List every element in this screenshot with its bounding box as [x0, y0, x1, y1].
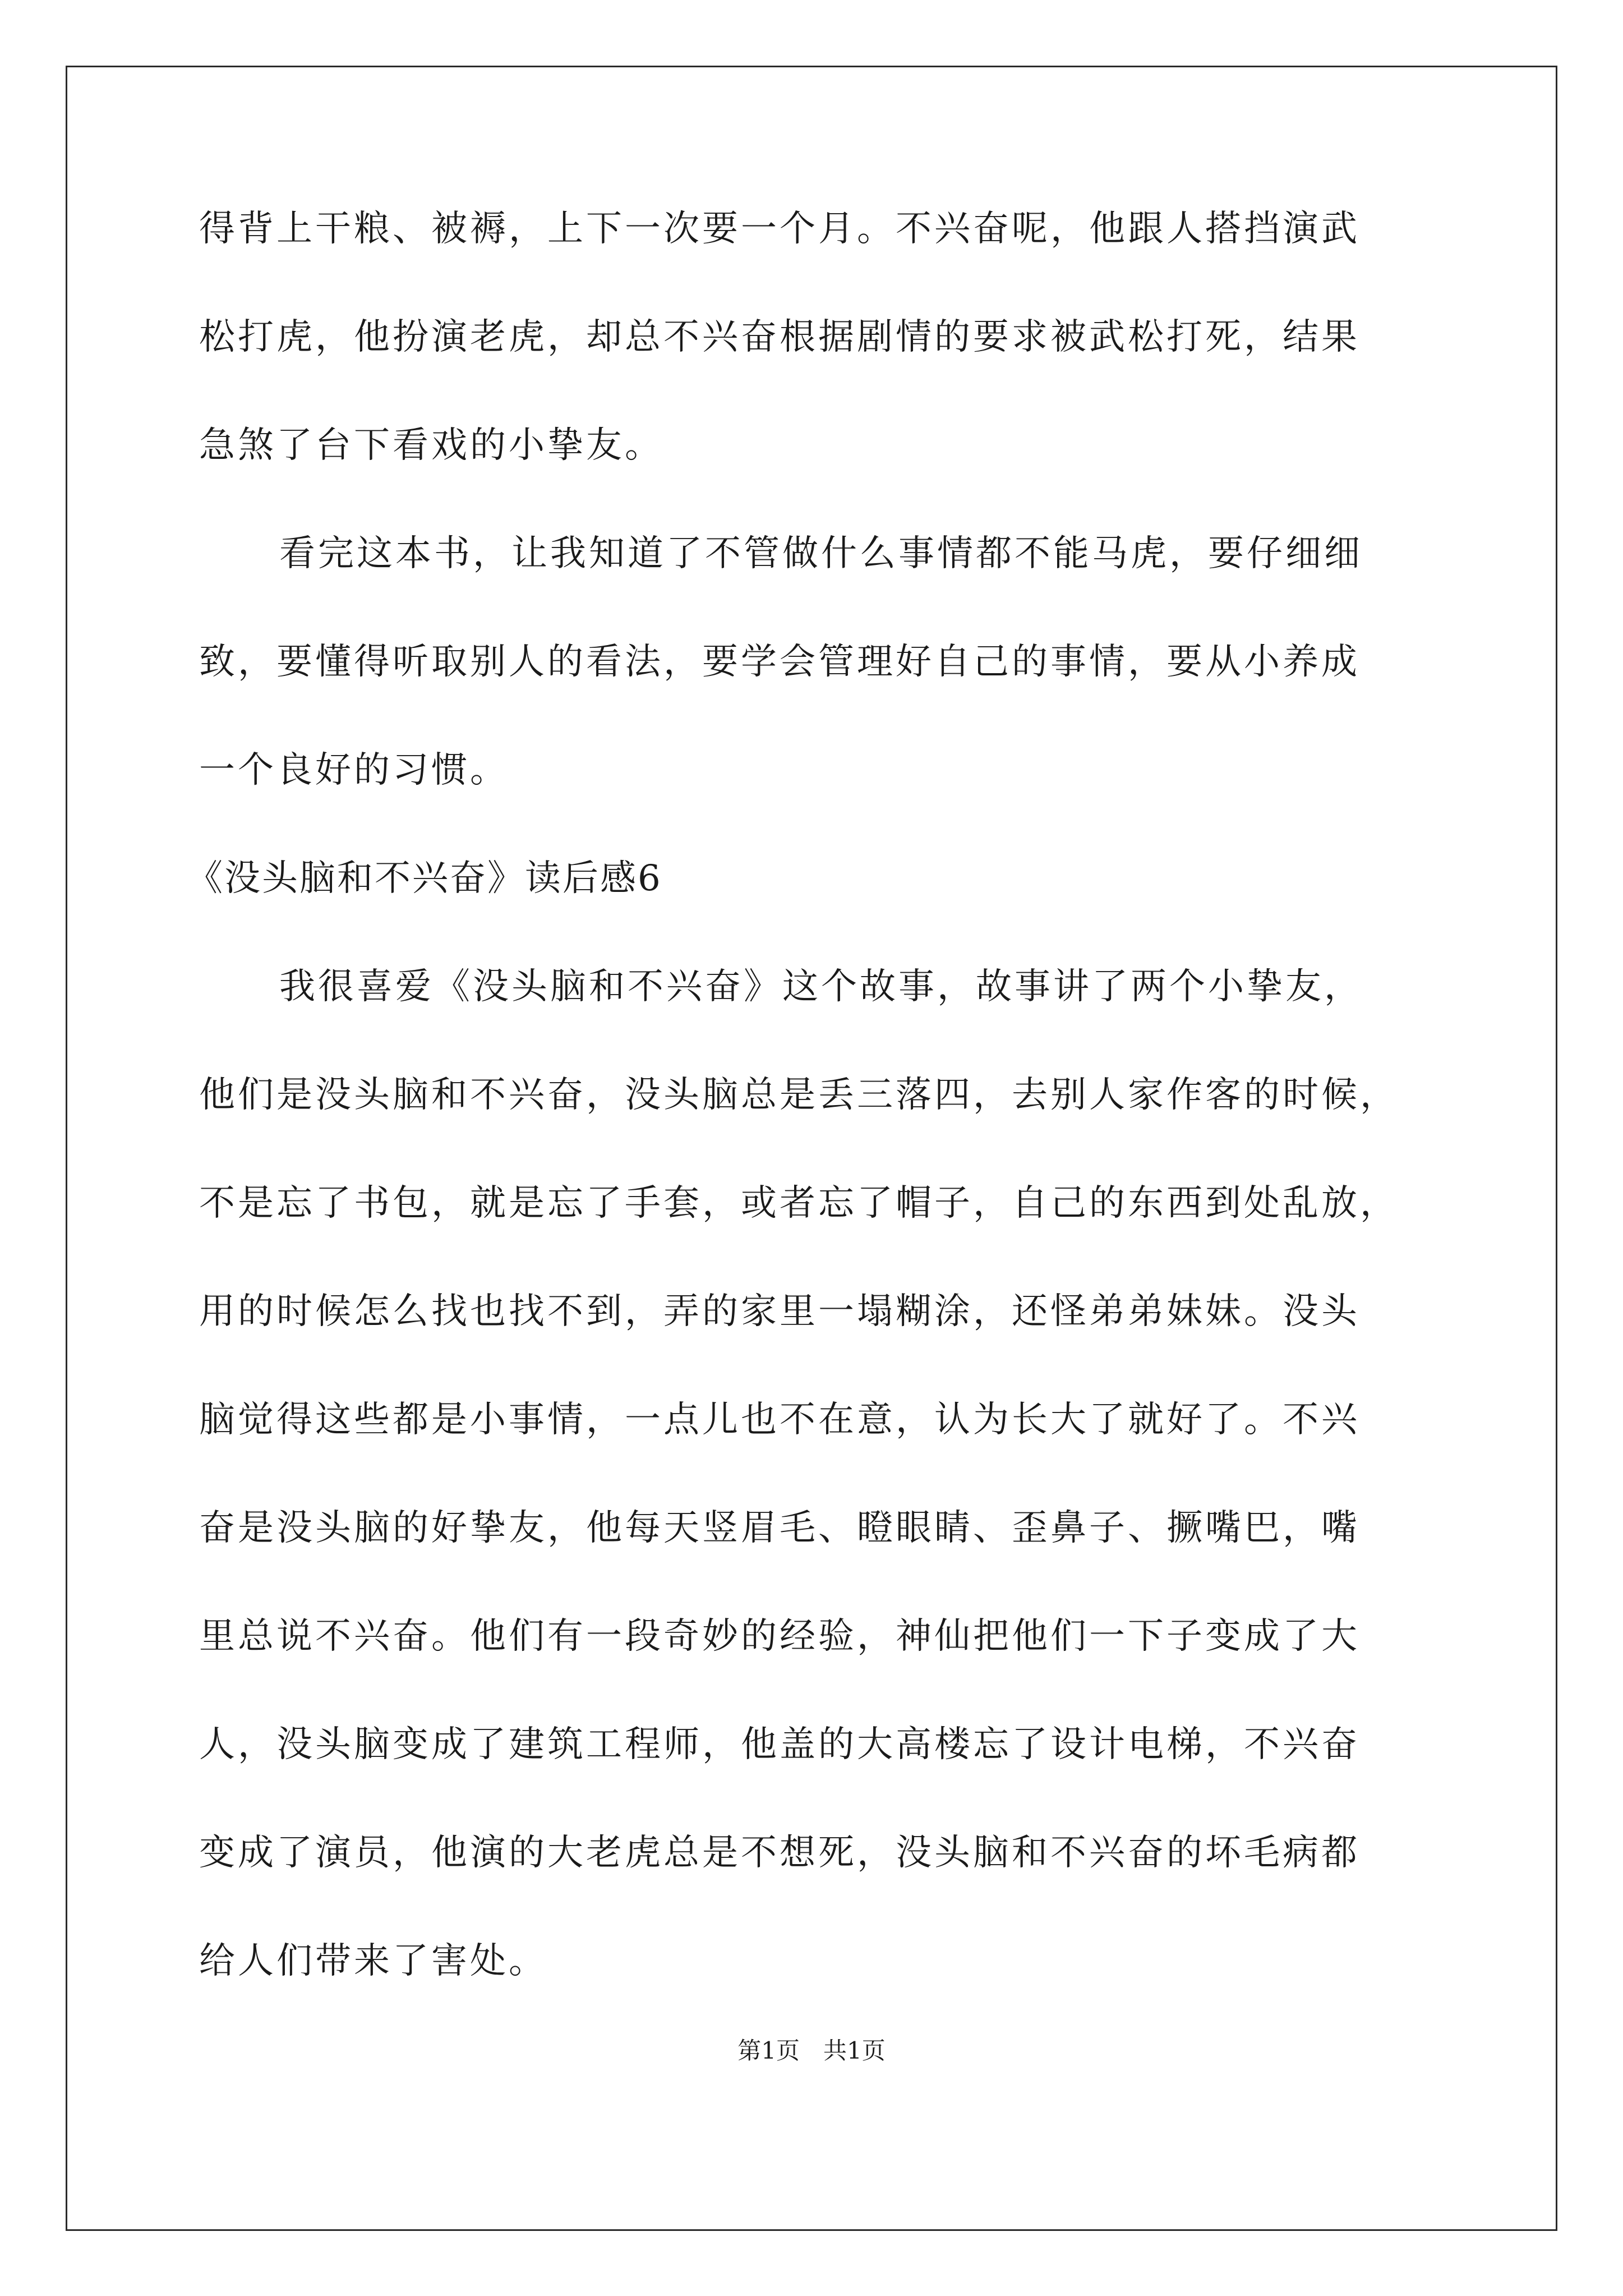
paragraph-line: 急煞了台下看戏的小挚友。 — [199, 425, 663, 466]
page-number-footer: 第1页 共1页 — [737, 2037, 886, 2064]
paragraph-line: 松打虎，他扮演老虎，却总不兴奋根据剧情的要求被武松打死，结果 — [199, 316, 1360, 358]
section-heading: 《没头脑和不兴奋》读后感6 — [187, 858, 662, 899]
paragraph-line: 一个良好的习惯。 — [199, 749, 509, 791]
paragraph-line: 致，要懂得听取别人的看法，要学会管理好自己的事情，要从小养成 — [199, 641, 1360, 683]
paragraph-line: 里总说不兴奋。他们有一段奇妙的经验，神仙把他们一下子变成了大 — [199, 1616, 1360, 1657]
paragraph-line: 他们是没头脑和不兴奋，没头脑总是丢三落四，去别人家作客的时候， — [199, 1074, 1399, 1116]
paragraph-line: 我很喜爱《没头脑和不兴奋》这个故事，故事讲了两个小挚友， — [279, 966, 1363, 1007]
paragraph-line: 看完这本书，让我知道了不管做什么事情都不能马虎，要仔细细 — [279, 533, 1363, 574]
paragraph-line: 变成了演员，他演的大老虎总是不想死，没头脑和不兴奋的坏毛病都 — [199, 1832, 1360, 1874]
paragraph-line: 人，没头脑变成了建筑工程师，他盖的大高楼忘了设计电梯，不兴奋 — [199, 1724, 1360, 1765]
paragraph-line: 得背上干粮、被褥，上下一次要一个月。不兴奋呢，他跟人搭挡演武 — [199, 208, 1360, 250]
paragraph-line: 不是忘了书包，就是忘了手套，或者忘了帽子，自己的东西到处乱放， — [199, 1182, 1399, 1224]
paragraph-line: 脑觉得这些都是小事情，一点儿也不在意，认为长大了就好了。不兴 — [199, 1399, 1360, 1441]
paragraph-line: 用的时候怎么找也找不到，弄的家里一塌糊涂，还怪弟弟妹妹。没头 — [199, 1291, 1360, 1332]
paragraph-line: 给人们带来了害处。 — [199, 1940, 547, 1982]
page-border — [66, 66, 1557, 2231]
paragraph-line: 奋是没头脑的好挚友，他每天竖眉毛、瞪眼睛、歪鼻子、撅嘴巴，嘴 — [199, 1507, 1360, 1549]
